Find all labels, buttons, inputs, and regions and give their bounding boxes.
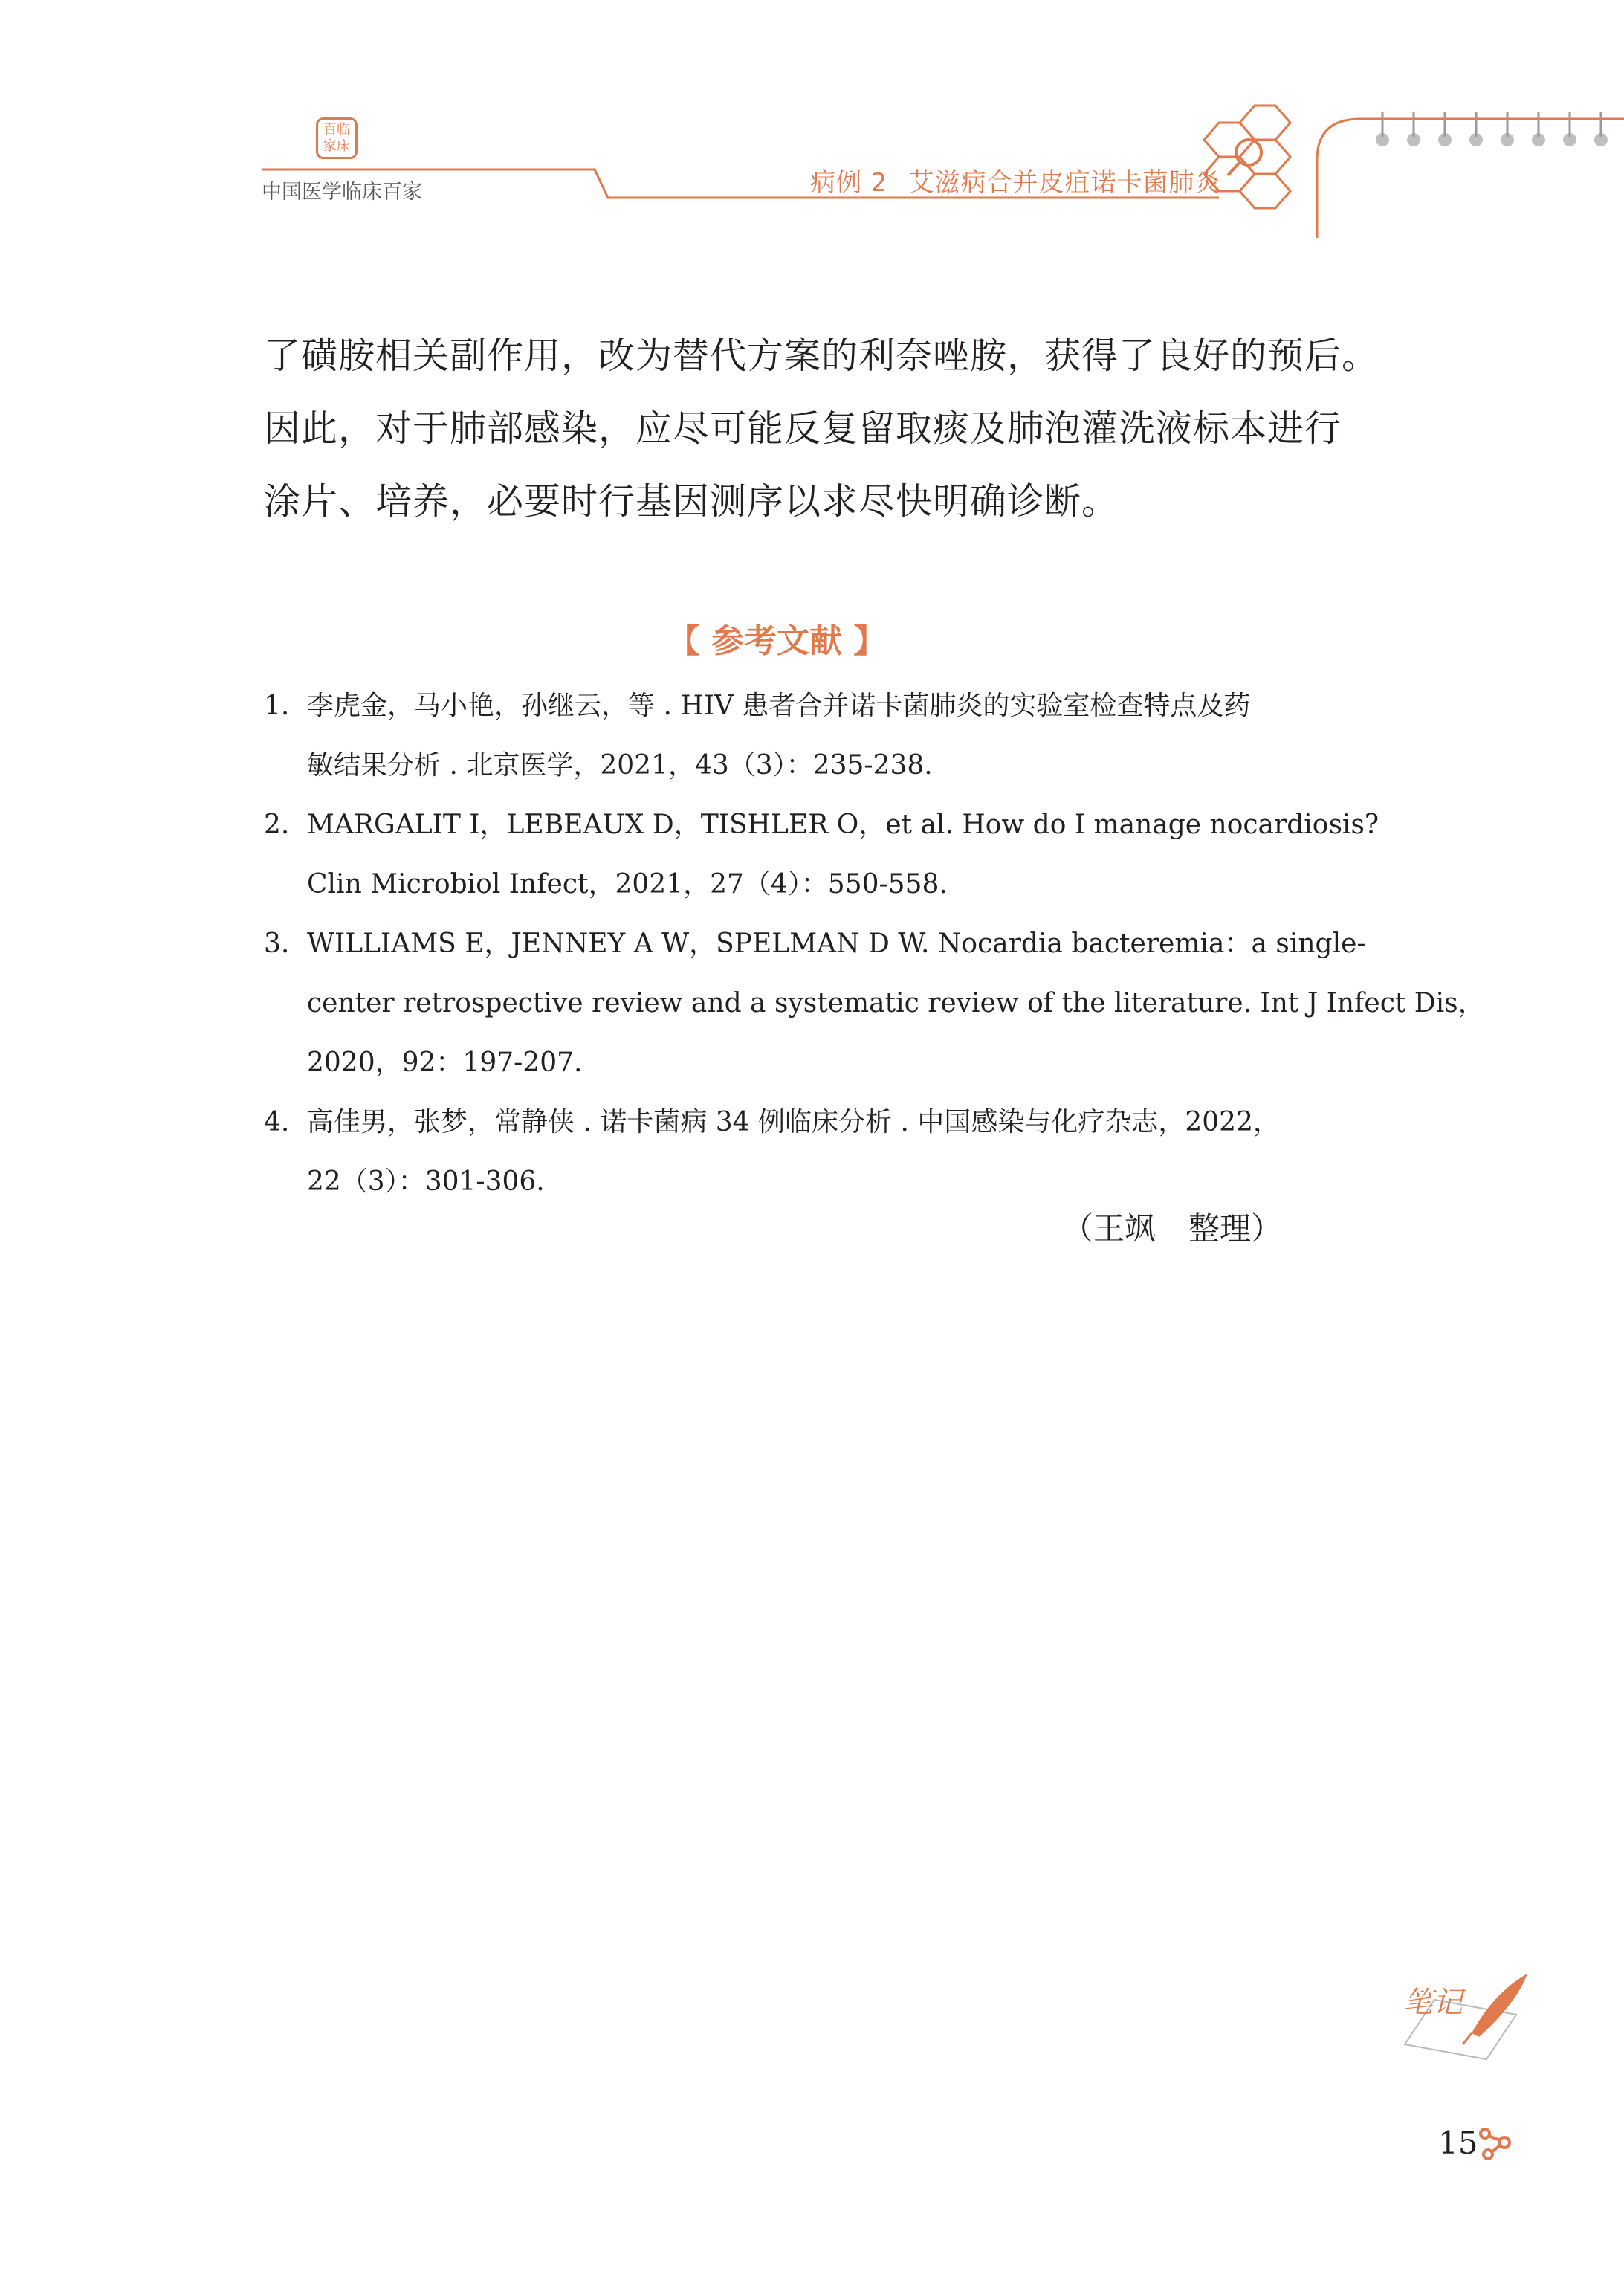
reference-line: 高佳男，张梦，常静侠 . 诺卡菌病 34 例临床分析 . 中国感染与化疗杂志，2022， [307, 1107, 1280, 1137]
reference-line: 22（3）：301-306. [307, 1166, 545, 1197]
chapter-title [810, 162, 1220, 198]
references-heading: 【 参考文献 】 [667, 622, 887, 660]
reference-number: 1. [264, 691, 290, 721]
reference-line: 敏结果分析 . 北京医学，2021，43（3）：235-238. [307, 750, 933, 781]
editor-close-paren: ） [1250, 1210, 1282, 1247]
body-line: 涂片、培养，必要时行基因测序以求尽快明确诊断。 [264, 480, 1119, 523]
seal-text: 百临家床 [323, 122, 350, 154]
header-decoration [0, 0, 1624, 238]
editor-open-paren: （ [1061, 1210, 1093, 1247]
reference-item [264, 914, 1485, 1093]
editor-credit [1062, 1204, 1282, 1249]
reference-item [264, 1093, 1290, 1212]
book-series-title: 中国医学临床百家 [262, 181, 422, 204]
editor-name: 王飒 [1093, 1210, 1156, 1247]
quill-pen-icon [1472, 1974, 1527, 2037]
reference-line: MARGALIT I，LEBEAUX D，TISHLER O，et al. How do I manage nocardiosis? [307, 810, 1379, 840]
references-list [264, 676, 1485, 1212]
binder-rings [1376, 133, 1608, 146]
body-line: 了磺胺相关副作用，改为替代方案的利奈唑胺，获得了良好的预后。 [264, 335, 1379, 377]
reference-number: 2. [264, 810, 290, 840]
chapter-subtitle: 艾滋病合并皮疽诺卡菌肺炎 [908, 168, 1221, 198]
reference-line: 2020，92：197-207. [307, 1047, 583, 1078]
reference-number: 4. [264, 1107, 290, 1137]
reference-line: center retrospective review and a systematic review of the literature. Int J Infect Dis， [307, 988, 1485, 1018]
reference-item [264, 795, 1379, 914]
reference-number: 3. [264, 929, 290, 959]
body-line: 因此，对于肺部感染，应尽可能反复留取痰及肺泡灌洗液标本进行 [264, 407, 1342, 450]
reference-line: 李虎金，马小艳，孙继云，等 . HIV 患者合并诺卡菌肺炎的实验室检查特点及药 [307, 691, 1251, 721]
reference-line: Clin Microbiol Infect，2021，27（4）：550-558. [307, 869, 948, 900]
body-paragraph [264, 320, 1379, 538]
editor-role: 整理 [1188, 1210, 1251, 1247]
page-number: 15 [1438, 2125, 1478, 2161]
molecule-icon [1478, 2126, 1515, 2163]
reference-item [264, 676, 1290, 795]
notes-label: 笔记 [1403, 1986, 1463, 2020]
reference-line: WILLIAMS E，JENNEY A W，SPELMAN D W. Nocardia bacteremia：a single- [307, 929, 1366, 959]
chapter-number: 病例 2 [810, 168, 888, 198]
publisher-seal [316, 117, 358, 159]
